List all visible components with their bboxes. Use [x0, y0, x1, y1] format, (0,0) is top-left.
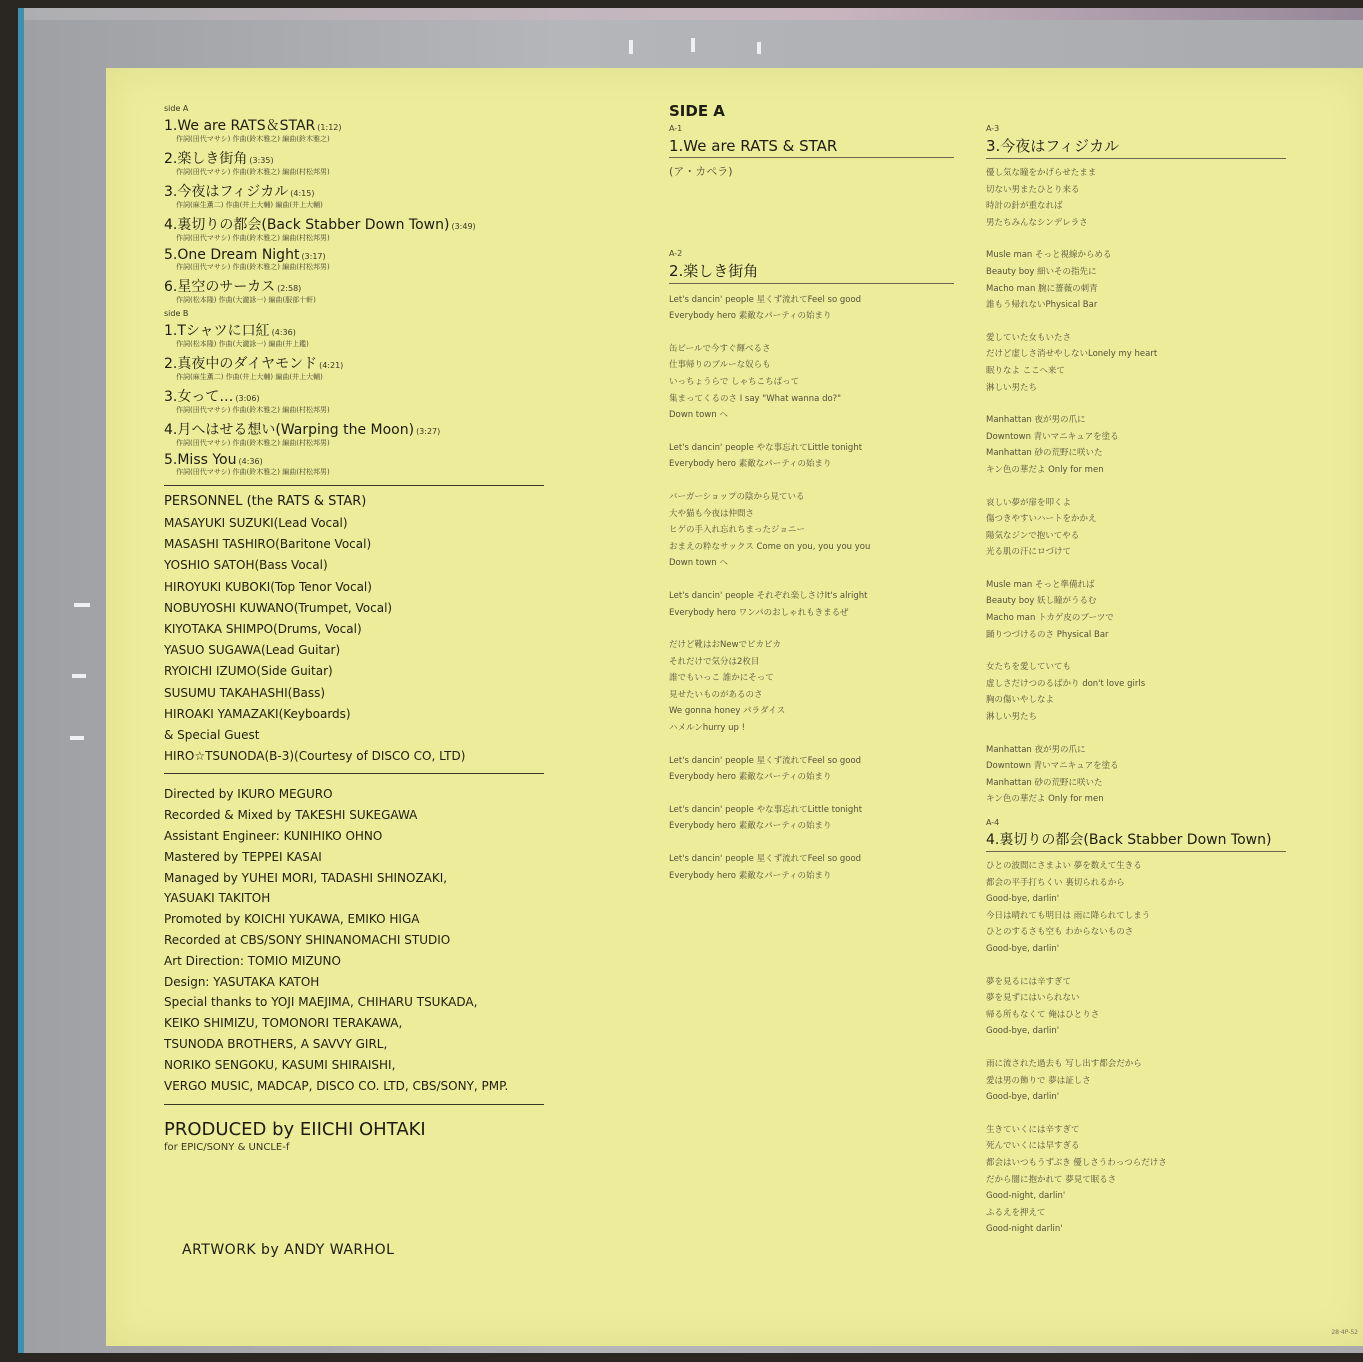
register-mark	[691, 38, 695, 52]
lyrics-block	[669, 292, 954, 885]
track-title-text: 5.One Dream Night	[164, 247, 300, 263]
lyric-line: バーガーショップの陰から見ている	[669, 491, 805, 502]
track-title	[164, 148, 544, 168]
track-credit: 作詞(田代マサシ) 作曲(鈴木雅之) 編曲(鈴木雅之)	[176, 135, 330, 143]
track-credit: 作詞(松本隆) 作曲(大瀧詠一) 編曲(服部十軒)	[176, 296, 316, 304]
lyric-line: 生きていくには辛すぎて	[986, 1124, 1080, 1135]
lyric-line: Musle man そっと視線からめる	[986, 250, 1112, 261]
lyrics-column-right	[986, 120, 1286, 1254]
track-number: A-3	[986, 124, 1000, 133]
track-credit: 作詞(田代マサシ) 作曲(鈴木雅之) 編曲(村松邦男)	[176, 234, 330, 242]
lyric-line: ひとの波間にさまよい 夢を数えて生きる	[986, 861, 1142, 871]
lyric-line: 時計の針が重なれば	[986, 201, 1063, 212]
record-sleeve	[18, 8, 1363, 1353]
title-underline	[669, 283, 954, 284]
lyric-line: キン色の華だよ Only for men	[986, 464, 1104, 475]
track-time: (4:15)	[290, 189, 315, 198]
lyric-line: Everybody hero 素敵なパーティの始まり	[669, 772, 832, 783]
lyric-line: それだけで気分は2枚目	[669, 656, 760, 667]
personnel-item: & Special Guest	[164, 728, 260, 743]
lyric-line: 夢を見ずにはいられない	[986, 993, 1080, 1004]
title-underline	[669, 157, 954, 158]
catalog-number: 28·4P-52	[1331, 1329, 1358, 1336]
sleeve-top-edge	[24, 8, 1363, 20]
track-title	[164, 181, 544, 201]
side-a-heading: SIDE A	[669, 102, 725, 120]
title-underline	[986, 851, 1286, 852]
lyric-stanza	[669, 637, 954, 737]
register-mark	[70, 736, 84, 740]
lyric-stanza	[986, 495, 1286, 561]
track-title	[164, 214, 544, 234]
lyric-line: Let's dancin' people やな事忘れてLittle tonight	[669, 442, 863, 453]
lyric-line: Manhattan 砂の荒野に咲いた	[986, 448, 1103, 459]
lyric-line: 大や猫も今夜は仲間さ	[669, 508, 755, 519]
lyric-stanza	[669, 588, 954, 621]
personnel-item: YASUO SUGAWA(Lead Guitar)	[164, 643, 341, 658]
title-underline	[986, 158, 1286, 159]
lyric-line: 夢を見るには辛すぎて	[986, 976, 1072, 987]
lyric-stanza	[986, 165, 1286, 231]
track-title-text: 4.月へはせる想い(Warping the Moon)	[164, 422, 415, 438]
track-title	[164, 452, 544, 468]
lyric-stanza	[986, 742, 1286, 808]
track-item	[164, 247, 544, 272]
lyric-line: 哀しい夢が扉を叩くよ	[986, 497, 1072, 508]
lyric-line: Good-night, darlin'	[986, 1191, 1066, 1202]
lyric-line: 誰もう帰れないPhysical Bar	[986, 300, 1098, 311]
personnel-list	[164, 513, 544, 767]
credit-line: Assistant Engineer: KUNIHIKO OHNO	[164, 829, 383, 844]
track-number: A-4	[986, 818, 1000, 827]
personnel-item: MASASHI TASHIRO(Baritone Vocal)	[164, 537, 372, 552]
lyric-line: キン色の華だよ Only for men	[986, 794, 1104, 805]
lyric-line: 今日は晴れても明日は 雨に降られてしまう	[986, 910, 1151, 921]
song-title: 1.We are RATS & STAR	[669, 137, 838, 155]
register-mark	[74, 603, 90, 607]
track-credit: 作詞(田代マサシ) 作曲(鈴木雅之) 編曲(村松邦男)	[176, 406, 330, 414]
lyric-line: Good-bye, darlin'	[986, 1026, 1060, 1037]
track-item	[164, 276, 544, 305]
lyric-stanza	[669, 802, 954, 835]
credit-line: Recorded & Mixed by TAKESHI SUKEGAWA	[164, 808, 418, 823]
lyric-line: ひとのするさも空も わからないものさ	[986, 927, 1134, 938]
lyric-line: 缶ビールで今すぐ輝べるさ	[669, 343, 771, 354]
track-credit: 作詞(田代マサシ) 作曲(鈴木雅之) 編曲(村松邦男)	[176, 439, 330, 447]
personnel-item: HIRO☆TSUNODA(B-3)(Courtesy of DISCO CO, LTD)	[164, 749, 466, 764]
track-title	[164, 115, 544, 135]
lyric-line: Good-bye, darlin'	[986, 1092, 1060, 1103]
lyric-line: 愛は男の飾りで 夢は証しさ	[986, 1075, 1091, 1086]
personnel-item: YOSHIO SATOH(Bass Vocal)	[164, 558, 328, 573]
lyric-stanza	[986, 974, 1286, 1040]
credit-line: Art Direction: TOMIO MIZUNO	[164, 953, 341, 968]
track-title-text: 1.We are RATS＆STAR	[164, 118, 316, 134]
personnel-item: KIYOTAKA SHIMPO(Drums, Vocal)	[164, 622, 362, 637]
lyric-line: Let's dancin' people 星くず流れてFeel so good	[669, 294, 862, 305]
track-credit: 作詞(田代マサシ) 作曲(鈴木雅之) 編曲(村松邦男)	[176, 168, 330, 176]
track-item	[164, 115, 544, 144]
lyric-line: 踊りつづけるのさ Physical Bar	[986, 629, 1109, 640]
track-time: (2:58)	[277, 284, 302, 293]
lyric-line: Macho man 腕に薔薇の刺青	[986, 283, 1098, 294]
track-time: (4:21)	[319, 361, 344, 370]
credit-line: TSUNODA BROTHERS, A SAVVY GIRL,	[164, 1037, 388, 1051]
track-title	[164, 419, 544, 439]
personnel-item: SUSUMU TAKAHASHI(Bass)	[164, 685, 326, 700]
credit-line: Mastered by TEPPEI KASAI	[164, 849, 322, 864]
track-time: (3:06)	[235, 394, 260, 403]
track-time: (3:35)	[249, 156, 274, 165]
personnel-item: NOBUYOSHI KUWANO(Trumpet, Vocal)	[164, 600, 393, 615]
lyric-line: 帰る所もなくて 俺はひとりさ	[986, 1009, 1100, 1020]
side-b-tracklist	[164, 320, 544, 477]
lyric-line: Everybody hero 素敵なパーティの始まり	[669, 311, 832, 322]
lyric-line: Good-night darlin'	[986, 1224, 1063, 1235]
lyric-line: Down town へ	[669, 558, 728, 569]
register-mark	[757, 42, 761, 54]
lyrics-block	[986, 858, 1286, 1238]
credit-line: VERGO MUSIC, MADCAP, DISCO CO. LTD, CBS/SONY, PMP.	[164, 1078, 509, 1093]
track-title-text: 1.Tシャツに口紅	[164, 323, 270, 339]
track-title	[164, 320, 544, 340]
lyric-line: ヒゲの手入れ忘れちまったジョニー	[669, 525, 805, 536]
lyric-line: 傷つきやすいハートをかかえ	[986, 514, 1097, 525]
track-item	[164, 452, 544, 477]
lyric-stanza	[986, 330, 1286, 396]
track-title	[164, 386, 544, 406]
track-credit: 作詞(松本隆) 作曲(大瀧詠一) 編曲(井上鑑)	[176, 340, 309, 348]
personnel-item: HIROAKI YAMAZAKI(Keyboards)	[164, 706, 351, 721]
lyric-line: 陽気なジンで抱いてやる	[986, 530, 1080, 541]
track-time: (3:27)	[416, 427, 441, 436]
track-item	[164, 386, 544, 415]
lyric-stanza	[986, 858, 1286, 958]
lyric-line: 女たちを愛していても	[986, 662, 1072, 673]
side-a-tracklist	[164, 115, 544, 305]
lyric-stanza	[986, 247, 1286, 313]
lyric-line: 見せたいものがあるのさ	[669, 689, 763, 700]
track-title-text: 5.Miss You	[164, 452, 237, 468]
song-title: 3.今夜はフィジカル	[986, 137, 1120, 155]
lyric-line: 都会の平手打ちくい 裏切られるから	[986, 877, 1125, 888]
divider	[164, 485, 544, 486]
track-title	[164, 247, 544, 263]
track-time: (1:12)	[317, 123, 342, 132]
lyric-line: 男たちみんなシンデレラさ	[986, 217, 1088, 228]
lyric-line: だけど虚しさ消せやしないLonely my heart	[986, 349, 1158, 360]
lyric-stanza	[669, 440, 954, 473]
track-title-text: 4.裏切りの都会(Back Stabber Down Town)	[164, 217, 450, 233]
lyric-line: だけど靴はおNewでピカピカ	[669, 640, 782, 651]
track-credit: 作詞(田代マサシ) 作曲(鈴木雅之) 編曲(村松邦男)	[176, 468, 330, 476]
lyric-line: We gonna honey パラダイス	[669, 706, 786, 717]
lyric-line: おまえの粋なサックス Come on you, you you you	[669, 541, 871, 552]
lyric-line: 都会はいつもうずぶき 優しさうわっつらだけさ	[986, 1157, 1167, 1168]
lyric-line: ハメルンhurry up !	[669, 723, 746, 734]
register-mark	[629, 40, 633, 54]
lyric-line: Good-bye, darlin'	[986, 894, 1060, 905]
lyrics-block	[986, 165, 1286, 808]
lyric-line: 死んでいくには早すぎる	[986, 1141, 1080, 1152]
lyric-line: Manhattan 夜が男の爪に	[986, 744, 1086, 755]
track-title-text: 3.今夜はフィジカル	[164, 184, 289, 200]
credit-line: KEIKO SHIMIZU, TOMONORI TERAKAWA,	[164, 1016, 403, 1031]
lyric-line: 光る肌の汗にロづけて	[986, 547, 1072, 558]
lyric-line: Macho man トカゲ皮のブーツで	[986, 613, 1114, 624]
lyric-line: ふるえを押えて	[986, 1207, 1046, 1218]
track-title-text: 3.女って…	[164, 389, 234, 405]
lyric-line: 集まってくるのさ I say "What wanna do?"	[669, 393, 842, 404]
personnel-item: MASAYUKI SUZUKI(Lead Vocal)	[164, 516, 348, 530]
register-mark	[72, 674, 86, 678]
lyric-line: 愛していた女もいたさ	[986, 332, 1072, 343]
lyric-stanza	[986, 659, 1286, 725]
divider	[164, 773, 544, 774]
song-block	[986, 818, 1286, 1238]
credit-line: Managed by YUHEI MORI, TADASHI SHINOZAKI,	[164, 870, 448, 885]
lyric-line: Everybody hero 素敵なパーティの始まり	[669, 870, 832, 881]
lyric-line: 淋しい男たち	[986, 712, 1038, 723]
track-credit: 作詞(麻生薫二) 作曲(井上大輔) 編曲(井上大輔)	[176, 201, 323, 209]
song-block	[669, 249, 954, 885]
lyric-line: Down town へ	[669, 410, 728, 421]
divider	[164, 1104, 544, 1105]
personnel-heading: PERSONNEL (the RATS & STAR)	[164, 494, 367, 509]
side-b-label: side B	[164, 309, 189, 318]
credit-line: Recorded at CBS/SONY SHINANOMACHI STUDIO	[164, 933, 451, 948]
personnel-item: HIROYUKI KUBOKI(Top Tenor Vocal)	[164, 579, 372, 594]
lyric-line: Good-bye, darlin'	[986, 943, 1060, 954]
lyric-line: 虚しさだけつのるばかり don't love girls	[986, 678, 1146, 689]
track-time: (4:36)	[238, 457, 263, 466]
lyric-line: Everybody hero ワンパのおしゃれもきまるぜ	[669, 607, 849, 618]
lyric-line: Let's dancin' people やな事忘れてLittle tonight	[669, 804, 863, 815]
lyric-line: Manhattan 砂の荒野に咲いた	[986, 777, 1103, 788]
lyric-sheet	[106, 68, 1363, 1346]
song-note: (ア・カペラ)	[669, 165, 733, 178]
track-credit: 作詞(麻生薫二) 作曲(井上大輔) 編曲(井上大輔)	[176, 373, 323, 381]
lyric-line: 胸の傷いやしなよ	[986, 695, 1055, 706]
lyric-stanza	[669, 292, 954, 325]
personnel-item: RYOICHI IZUMO(Side Guitar)	[164, 664, 333, 679]
lyric-line: 切ない男またひとり来る	[986, 184, 1080, 195]
lyric-line: Beauty boy 妖し瞳がうるむ	[986, 596, 1097, 607]
lyric-line: 淋しい男たち	[986, 382, 1038, 393]
track-title-text: 2.楽しき街角	[164, 151, 248, 167]
credits-list	[164, 784, 544, 1096]
lyric-line: Downtown 青いマニキュアを塗る	[986, 431, 1119, 442]
credit-line: Directed by IKURO MEGURO	[164, 787, 333, 802]
song-title: 2.楽しき街角	[669, 261, 759, 280]
lyric-stanza	[669, 753, 954, 786]
lyric-line: Let's dancin' people それぞれ楽しさけIt's alright	[669, 590, 868, 601]
lyric-line: Musle man そっと準備れば	[986, 579, 1095, 590]
lyrics-column-middle	[669, 102, 954, 900]
lyric-line: Let's dancin' people 星くず流れてFeel so good	[669, 854, 862, 865]
lyric-line: Everybody hero 素敵なパーティの始まり	[669, 459, 832, 470]
lyric-line: Let's dancin' people 星くず流れてFeel so good	[669, 755, 862, 766]
track-item	[164, 181, 544, 210]
track-number: A-1	[669, 124, 683, 133]
lyric-stanza	[669, 341, 954, 424]
producer-sub: for EPIC/SONY & UNCLE-f	[164, 1142, 290, 1154]
lyric-line: Manhattan 夜が男の爪に	[986, 415, 1086, 426]
lyric-stanza	[986, 412, 1286, 478]
track-number: A-2	[669, 248, 683, 258]
credit-line: Promoted by KOICHI YUKAWA, EMIKO HIGA	[164, 912, 420, 927]
credit-line: YASUAKI TAKITOH	[164, 891, 271, 906]
track-title-text: 6.星空のサーカス	[164, 279, 276, 295]
song-title: 4.裏切りの都会(Back Stabber Down Town)	[986, 832, 1272, 848]
credit-line: Special thanks to YOJI MAEJIMA, CHIHARU TSUKADA,	[164, 995, 478, 1010]
side-a-label: side A	[164, 104, 189, 113]
lyric-line: 雨に流された過去も 写し出す都会だから	[986, 1058, 1142, 1069]
lyric-line: Downtown 青いマニキュアを塗る	[986, 761, 1119, 772]
track-item	[164, 419, 544, 448]
lyric-line: 誰でもいっこ 誰かにそって	[669, 673, 774, 684]
track-time: (3:49)	[451, 222, 476, 231]
lyric-line: 眠りなよ ここへ来て	[986, 365, 1065, 376]
track-title-text: 2.真夜中のダイヤモンド	[164, 356, 318, 372]
lyric-line: いっちょうらで しゃちこちばって	[669, 376, 800, 387]
lyric-line: だから闇に抱かれて 夢見て眠るさ	[986, 1174, 1117, 1185]
track-title	[164, 353, 544, 373]
lyric-stanza	[669, 851, 954, 884]
lyric-line: 優し気な瞳をかげらせたまま	[986, 168, 1097, 178]
track-item	[164, 214, 544, 243]
track-credit: 作詞(田代マサシ) 作曲(鈴木雅之) 編曲(村松邦男)	[176, 263, 330, 271]
lyric-stanza	[986, 577, 1286, 643]
credit-line: Design: YASUTAKA KATOH	[164, 974, 320, 989]
lyric-stanza	[669, 489, 954, 572]
track-time: (4:36)	[271, 328, 296, 337]
credit-line: NORIKO SENGOKU, KASUMI SHIRAISHI,	[164, 1057, 396, 1072]
lyric-line: Everybody hero 素敵なパーティの始まり	[669, 821, 832, 832]
lyric-stanza	[986, 1056, 1286, 1106]
track-item	[164, 320, 544, 349]
track-time: (3:17)	[301, 252, 326, 261]
tracklist-panel	[164, 104, 544, 1153]
track-item	[164, 148, 544, 177]
lyric-line: 仕事帰りのブルーな奴らも	[669, 360, 771, 371]
lyric-line: Beauty boy 細いその指先に	[986, 266, 1097, 277]
producer-credit: PRODUCED by EIICHI OHTAKI	[164, 1119, 426, 1141]
lyric-stanza	[986, 1122, 1286, 1238]
artwork-credit: ARTWORK by ANDY WARHOL	[182, 1242, 395, 1258]
track-item	[164, 353, 544, 382]
track-title	[164, 276, 544, 296]
